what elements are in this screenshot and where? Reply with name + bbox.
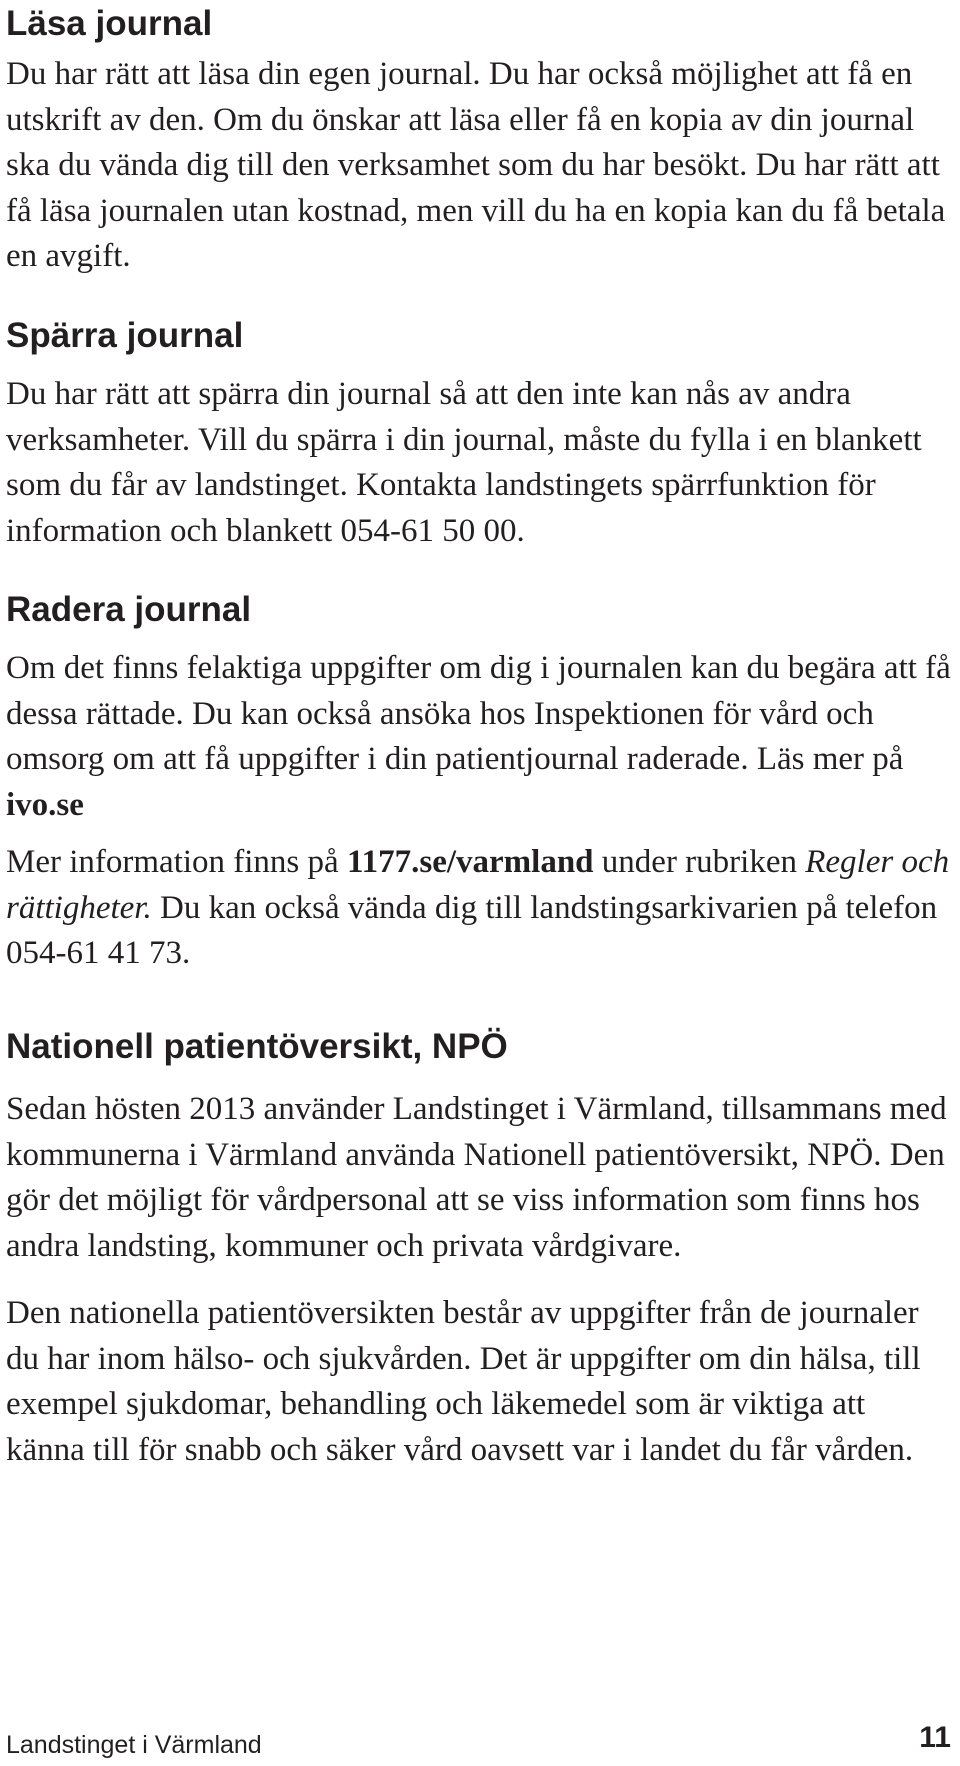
section-body-npo-1: Sedan hösten 2013 använder Landstinget i Värmland, tillsammans med kommunerna i Värmland använda Nationell patientöversikt, NPÖ. Den gör det möjligt för vårdpersonal att se viss information som finns hos andra landsting, kommuner och privata vårdgivare. xyxy=(6,1091,947,1264)
section-title-lasa-journal: Läsa journal xyxy=(6,4,213,43)
section-body-lasa-journal: Du har rätt att läsa din egen journal. Du har också möjlighet att få en utskrift av den. Om du önskar att läsa eller få en kopia av din journal ska du vända dig till den verksamhet som du har besökt. Du har rätt att få läsa journalen utan kostnad, men vill du ha en kopia kan du få betala en avgift. xyxy=(6,56,946,275)
section-title-sparra-journal: Spärra journal xyxy=(6,315,244,355)
1177-link: 1177.se/varmland xyxy=(346,844,594,881)
section-title-npo: Nationell patientöversikt, NPÖ xyxy=(6,1026,508,1066)
more-info-suffix: Du kan också vända dig till landstingsarkivarien på telefon 054-61 41 73. xyxy=(6,889,938,972)
radera-intro-text: Om det finns felaktiga uppgifter om dig i journalen kan du begära att få dessa rättade. Du kan också ansöka hos Inspektionen för vård och omsorg om att få uppgifter i din patientjournal raderade. Läs mer på xyxy=(6,650,951,778)
more-info-middle: under rubriken xyxy=(593,844,806,881)
regler-rubrik: Regler och rättigheter. xyxy=(6,844,950,926)
ivo-link: ivo.se xyxy=(6,786,84,823)
footer-publisher: Landstinget i Värmland xyxy=(6,1731,262,1759)
section-title-radera-journal: Radera journal xyxy=(6,590,252,629)
section-body-radera-journal xyxy=(6,646,951,828)
section-body-sparra-journal: Du har rätt att spärra din journal så att den inte kan nås av andra verksamheter. Vill du spärra i din journal, måste du fylla i en blankett som du får av landstinget. Kontakta landstingets spärrfunktion för information och blankett 054-61 50 00. xyxy=(6,376,922,549)
more-info-prefix: Mer information finns på xyxy=(6,844,347,881)
page-number: 11 xyxy=(919,1721,951,1754)
more-info-paragraph xyxy=(6,840,951,977)
section-body-npo-2: Den nationella patientöversikten består av uppgifter från de journaler du har inom hälso- och sjukvården. Det är uppgifter om din hälsa, till exempel sjukdomar, behandling och läkemedel som är viktiga att känna till för snabb och säker vård oavsett var i landet du får vården. xyxy=(6,1295,921,1468)
